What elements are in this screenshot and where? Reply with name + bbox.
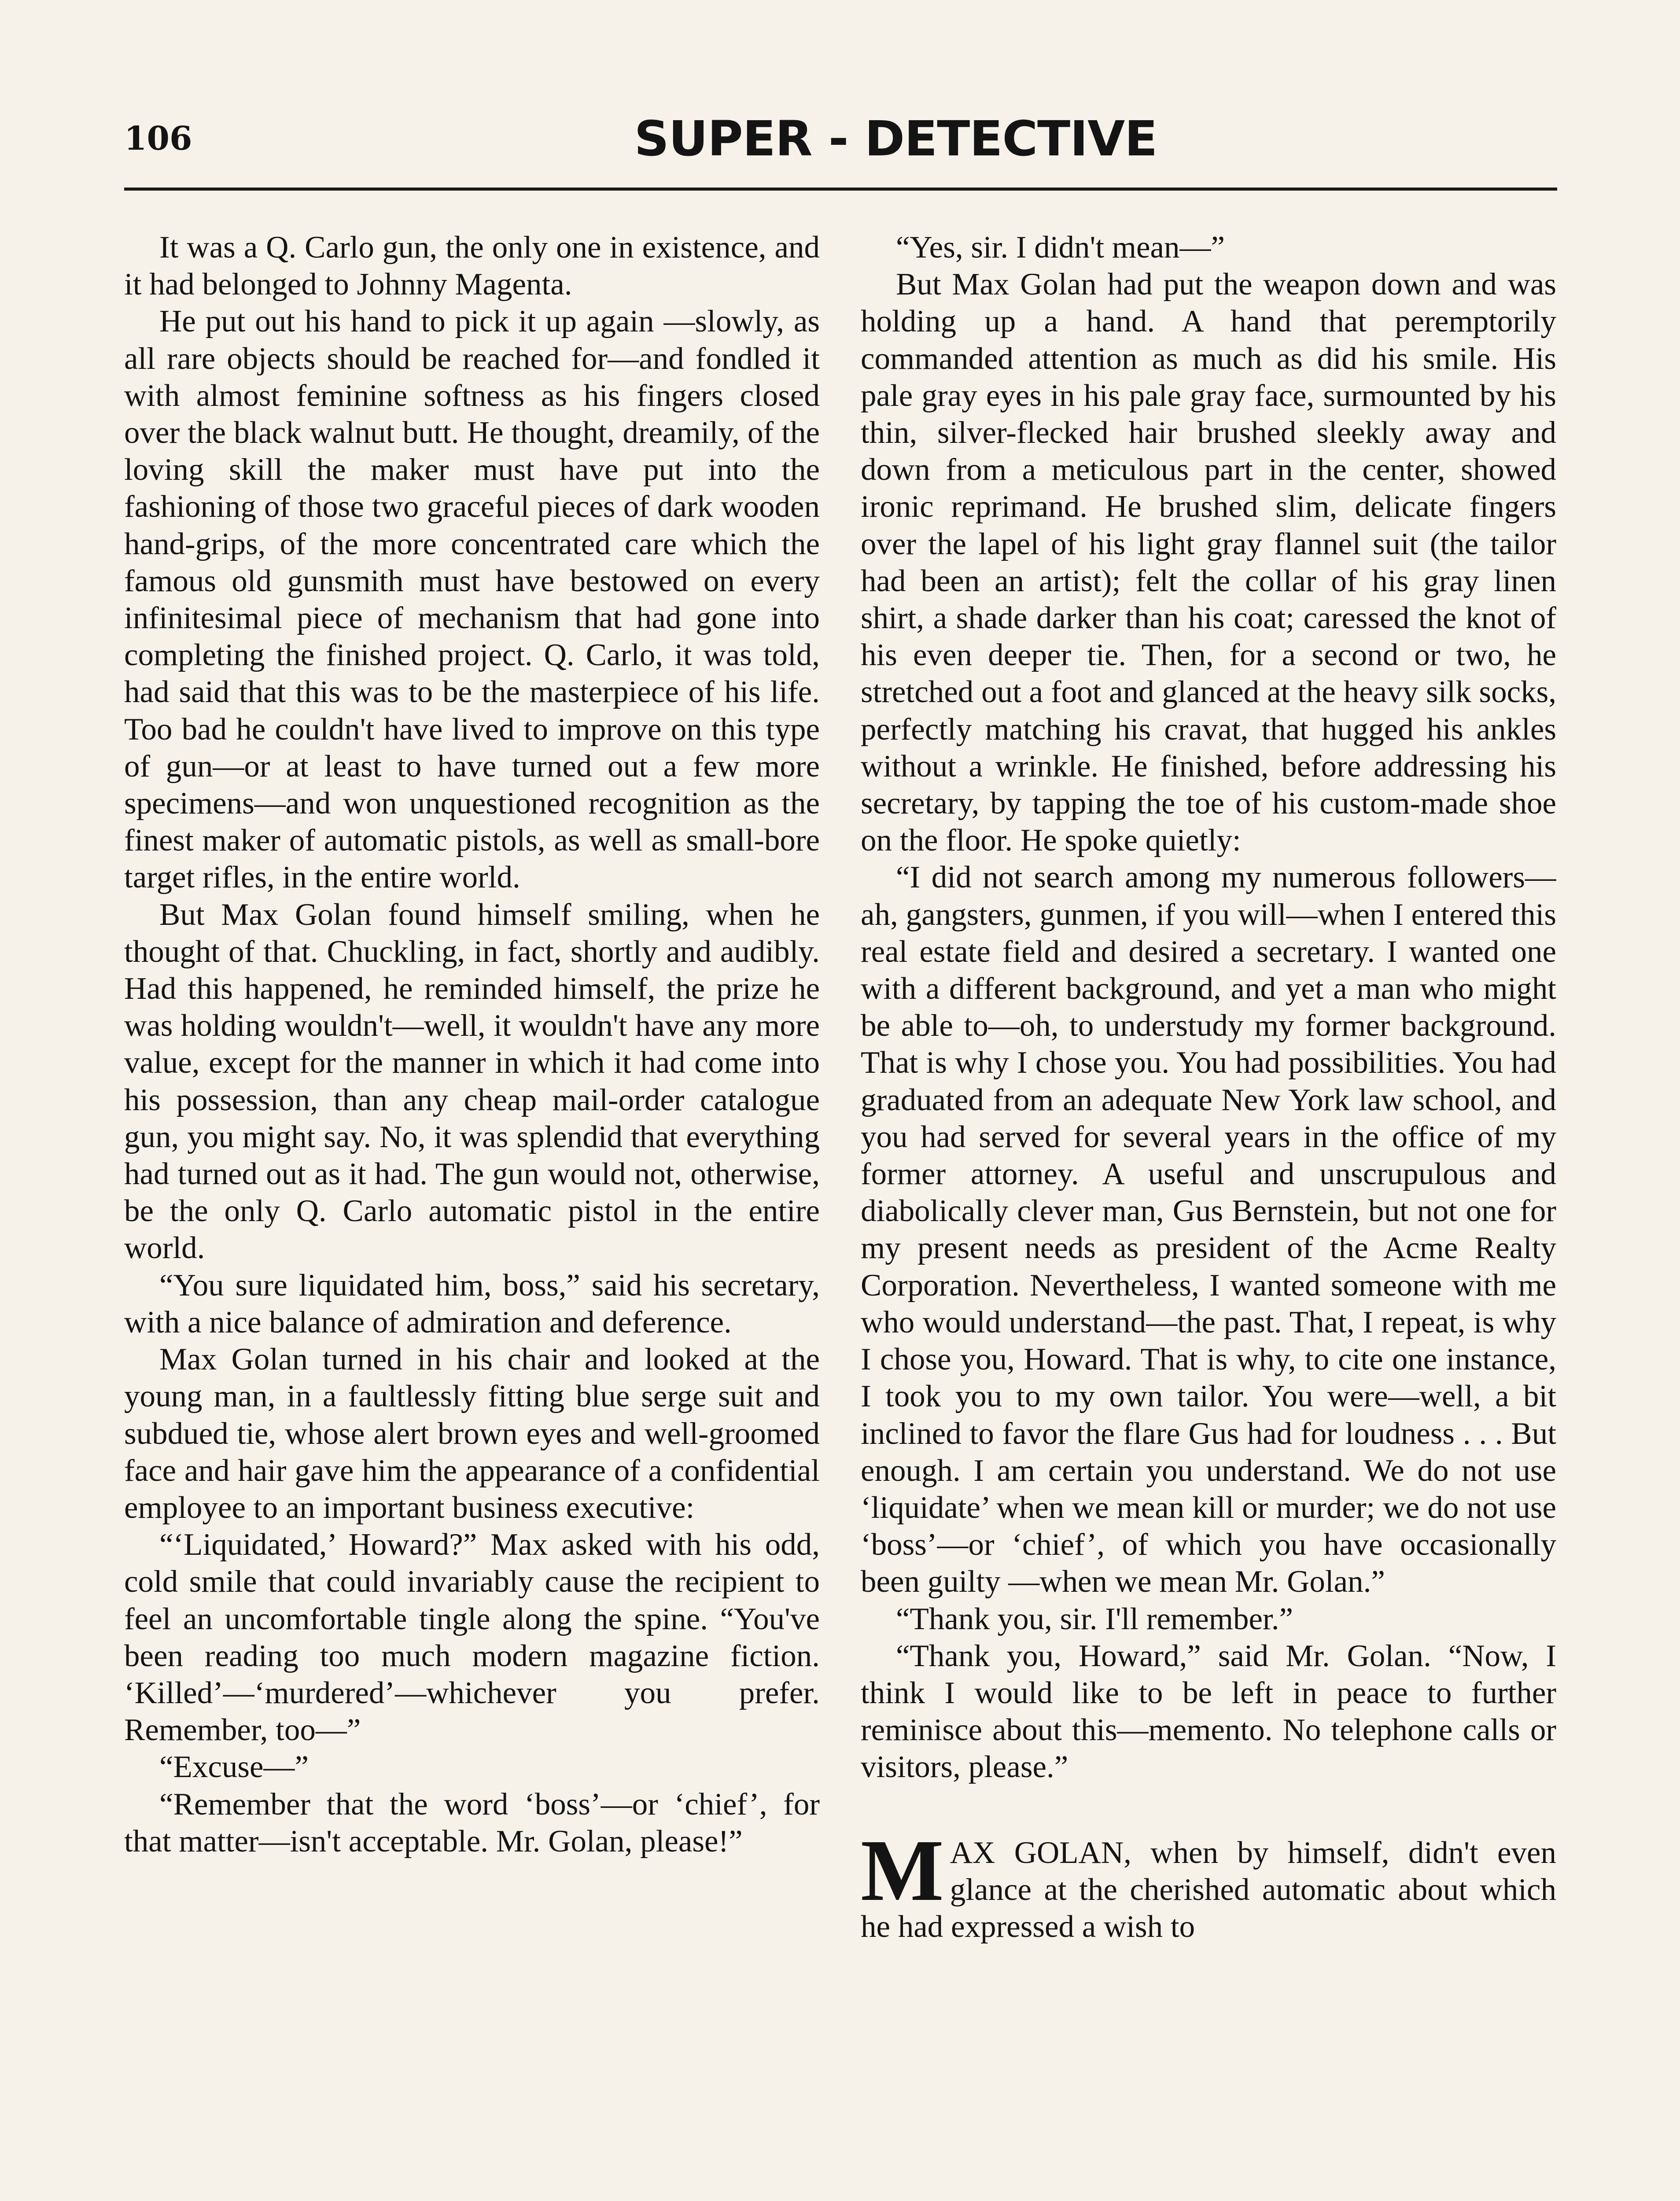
paragraph: “‘Liquidated,’ Howard?” Max asked with his odd, cold smile that could invariably cause the recipient to feel an uncomfortable tingle along the spine. “You've been reading too much modern magazine fiction. ‘Killed’—‘murdered’—whichever you prefer. Remember, too—” — [124, 1527, 820, 1748]
paragraph: “You sure liquidated him, boss,” said his secretary, with a nice balance of admiration and deference. — [124, 1268, 820, 1340]
paragraph: “Remember that the word ‘boss’—or ‘chief’, for that matter—isn't acceptable. Mr. Golan, please!” — [124, 1787, 820, 1859]
paragraph: Max Golan turned in his chair and looked at the young man, in a faultlessly fitting blue serge suit and subdued tie, whose alert brown eyes and well-groomed face and hair gave him the appearance of a confidential employee to an important business executive: — [124, 1342, 820, 1525]
paragraph: But Max Golan found himself smiling, when he thought of that. Chuckling, in fact, shortly and audibly. Had this happened, he reminded himself, the prize he was holding wouldn't—well, it wouldn't have any more value, except for the manner in which it had come into his possession, than any cheap mail-order catalogue gun, you might say. No, it was splendid that everything had turned out as it had. The gun would not, otherwise, be the only Q. Carlo automatic pistol in the entire world. — [124, 897, 820, 1266]
paragraph: “Yes, sir. I didn't mean—” — [896, 230, 1225, 265]
left-column — [124, 229, 820, 2201]
right-column — [861, 229, 1556, 2201]
section-text: when by himself, didn't even glance at the cherished automatic about which he had expressed a wish to — [861, 1835, 1556, 1944]
paragraph: “Thank you, sir. I'll remember.” — [896, 1601, 1293, 1636]
paragraph: He put out his hand to pick it up again —slowly, as all rare objects should be reached for—and fondled it with almost feminine softness as his fingers closed over the black walnut butt. He thought, dreamily, of the loving skill the maker must have put into the fashioning of those two graceful pieces of dark wooden hand-grips, of the more concentrated care which the famous old gunsmith must have bestowed on every infinitesimal piece of mechanism that had gone into completing the finished project. Q. Carlo, it was told, had said that this was to be the masterpiece of his life. Too bad he couldn't have lived to improve on this type of gun—or at least to have turned out a few more specimens—and won unquestioned recognition as the finest maker of automatic pistols, as well as small-bore target rifles, in the entire world. — [124, 304, 820, 895]
section-opening-paragraph — [861, 1822, 1556, 1946]
header-rule — [124, 188, 1557, 191]
magazine-title: SUPER - DETECTIVE — [634, 110, 1157, 167]
paragraph: It was a Q. Carlo gun, the only one in existence, and it had belonged to Johnny Magenta. — [124, 230, 820, 302]
section-lead: AX GOLAN, — [950, 1835, 1131, 1870]
paragraph: “I did not search among my numerous followers—ah, gangsters, gunmen, if you will—when I entered this real estate field and desired a secretary. I wanted one with a different background, and yet a man who might be able to—oh, to understudy my former background. That is why I chose you. You had possibilities. You had graduated from an adequate New York law school, and you had served for several years in the office of my former attorney. A useful and unscrupulous and diabolically clever man, Gus Bernstein, but not one for my present needs as president of the Acme Realty Corporation. Nevertheless, I wanted someone with me who would understand—the past. That, I repeat, is why I chose you, Howard. That is why, to cite one instance, I took you to my own tailor. You were—well, a bit inclined to favor the flare Gus had for loudness . . . But enough. I am certain you understand. We do not use ‘liquidate’ when we mean kill or murder; we do not use ‘boss’—or ‘chief’, of which you have occasionally been guilty —when we mean Mr. Golan.” — [861, 860, 1556, 1599]
paragraph: “Thank you, Howard,” said Mr. Golan. “Now, I think I would like to be left in peace to further reminisce about this—memento. No telephone calls or visitors, please.” — [861, 1638, 1556, 1785]
page-number: 106 — [124, 120, 192, 158]
paragraph: “Excuse—” — [159, 1750, 309, 1785]
page-header — [124, 105, 1557, 180]
paragraph: But Max Golan had put the weapon down and was holding up a hand. A hand that peremptorily commanded attention as much as did his smile. His pale gray eyes in his pale gray face, surmounted by his thin, silver-flecked hair brushed sleekly away and down from a meticulous part in the center, showed ironic reprimand. He brushed slim, delicate fingers over the lapel of his light gray flannel suit (the tailor had been an artist); felt the collar of his gray linen shirt, a shade darker than his coat; caressed the knot of his even deeper tie. Then, for a second or two, he stretched out a foot and glanced at the heavy silk socks, perfectly matching his cravat, that hugged his ankles without a wrinkle. He finished, before addressing his secretary, by tapping the toe of his custom-made shoe on the floor. He spoke quietly: — [861, 267, 1556, 858]
drop-cap: M — [861, 1822, 944, 1919]
